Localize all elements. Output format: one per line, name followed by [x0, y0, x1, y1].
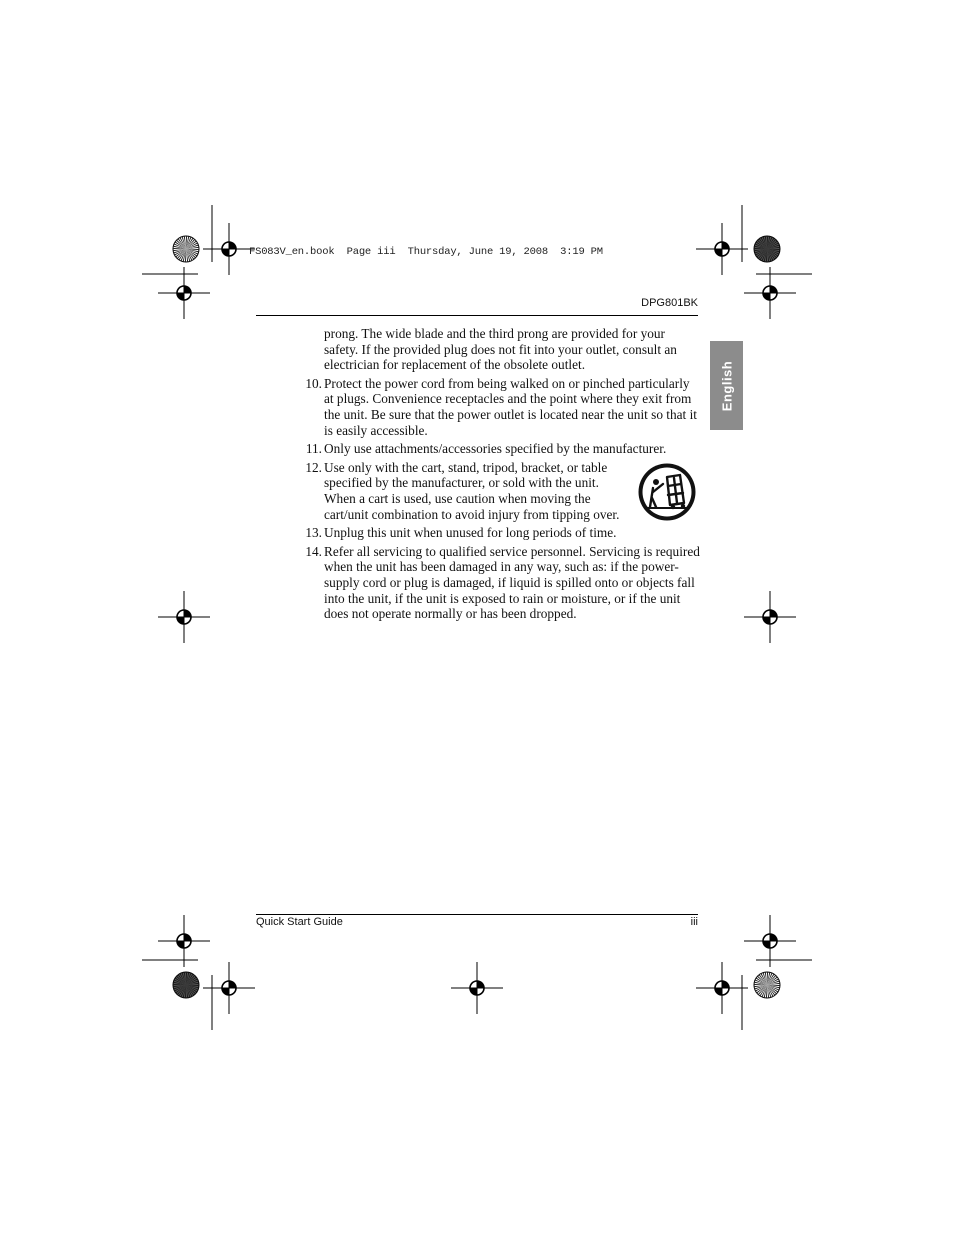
- print-slug: FS083V_en.book Page iii Thursday, June 19, 2008 3:19 PM: [249, 246, 603, 258]
- header-model-number: DPG801BK: [641, 297, 698, 309]
- color-wheel-icon: [754, 236, 780, 262]
- header-rule: [256, 315, 698, 316]
- list-item: [300, 460, 700, 522]
- color-wheel-icon: [173, 972, 199, 998]
- registration-target-icon: [158, 915, 210, 967]
- list-number: 10.: [305, 375, 322, 391]
- registration-target-icon: [696, 223, 748, 275]
- list-number: 12.: [305, 459, 322, 475]
- cart-warning-icon: [637, 462, 697, 522]
- continued-paragraph: prong. The wide blade and the third prong are provided for your safety. If the provided plug does not fit into your outlet, consult an electrician for replacement of the obsolete outlet.: [324, 326, 677, 373]
- list-text: Use only with the cart, stand, tripod, bracket, or table specified by the manufacturer, or sold with the unit. When a cart is used, use caution when moving the cart/unit combination to avoid injury from tipping over.: [324, 459, 620, 522]
- list-text: Protect the power cord from being walked on or pinched particularly at plugs. Convenience receptacles and the point where they exit from the unit. Be sure that the power outlet is located near the unit so that it is easily accessible.: [324, 375, 697, 438]
- language-tab-label: English: [719, 360, 734, 411]
- list-text: Only use attachments/accessories specified by the manufacturer.: [324, 441, 667, 457]
- registration-target-icon: [744, 915, 796, 967]
- list-number: 14.: [305, 543, 322, 559]
- page-number: iii: [690, 916, 698, 928]
- footer-title: Quick Start Guide: [256, 916, 343, 928]
- list-text: Unplug this unit when unused for long periods of time.: [324, 525, 617, 541]
- list-item: [300, 441, 700, 457]
- list-number: 13.: [305, 525, 322, 541]
- registration-target-icon: [158, 267, 210, 319]
- list-item: [300, 525, 700, 541]
- safety-instructions: [300, 326, 700, 625]
- registration-target-icon: [203, 223, 255, 275]
- registration-target-icon: [451, 962, 503, 1014]
- registration-target-icon: [744, 267, 796, 319]
- registration-target-icon: [158, 591, 210, 643]
- registration-target-icon: [696, 962, 748, 1014]
- list-item: [300, 376, 700, 438]
- color-wheel-icon: [754, 972, 780, 998]
- registration-target-icon: [203, 962, 255, 1014]
- list-number: 11.: [305, 441, 322, 457]
- language-tab: [710, 341, 743, 430]
- registration-target-icon: [744, 591, 796, 643]
- footer-rule: [256, 914, 698, 915]
- list-text: Refer all servicing to qualified service personnel. Servicing is required when the unit has been damaged in any way, such as: if the power-supply cord or plug is damaged, if liquid is spilled onto or objects fall into the unit, if the unit is exposed to rain or moisture, or if the unit does not operate normally or has been dropped.: [324, 543, 700, 622]
- color-wheel-icon: [173, 236, 199, 262]
- list-item: [300, 544, 700, 622]
